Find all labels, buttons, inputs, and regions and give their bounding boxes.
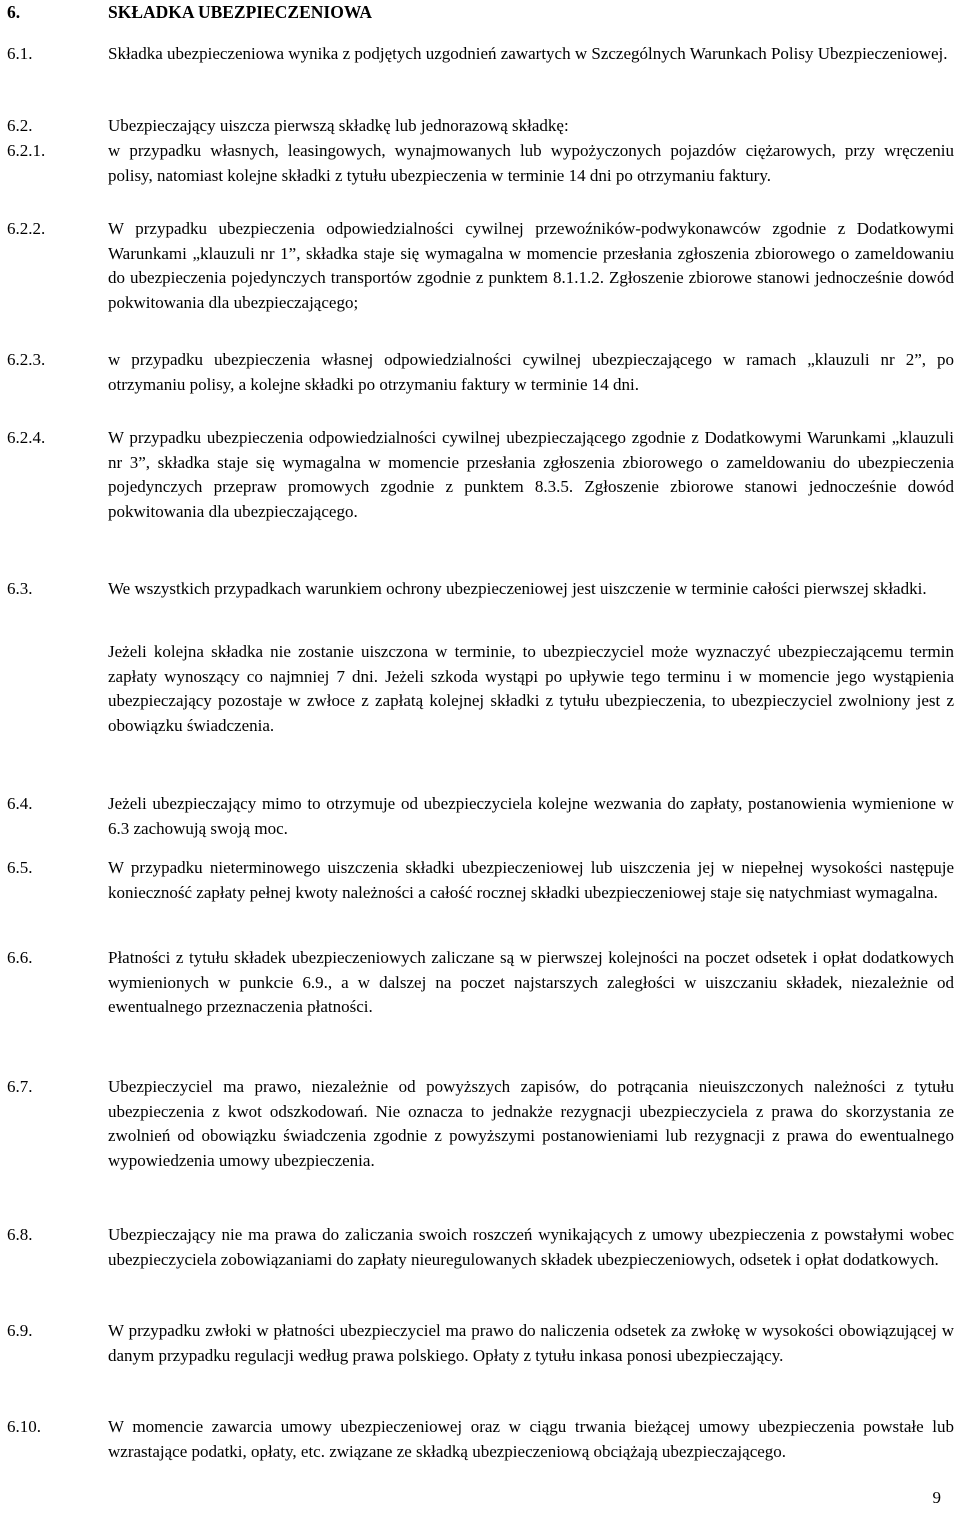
section-title: SKŁADKA UBEZPIECZENIOWA [108, 2, 373, 22]
clause-number: 6.9. [7, 1321, 33, 1340]
clause-6-1 [7, 42, 954, 67]
clause-number: 6.2.3. [7, 350, 46, 369]
clause-number: 6.5. [7, 858, 33, 877]
clause-text: w przypadku własnych, leasingowych, wynajmowanych lub wypożyczonych pojazdów ciężarowych, przy wręczeniu polisy, natomiast kolejne składki z tytułu ubezpieczenia w terminie 14 dni po otrzymaniu faktury. [108, 141, 954, 185]
clause-text: Składka ubezpieczeniowa wynika z podjętych uzgodnień zawartych w Szczególnych Warunkach Polisy Ubezpieczeniowej. [108, 44, 948, 63]
clause-6-3-paragraph: Jeżeli kolejna składka nie zostanie uiszczona w terminie, to ubezpieczyciel może wyznaczyć ubezpieczającemu termin zapłaty wynoszący co najmniej 7 dni. Jeżeli szkoda wystąpi po upływie tego terminu i w momencie jego wystąpienia ubezpieczający pozostaje w zwłoce z zapłatą kolejnej składki z tytułu ubezpieczenia, to ubezpieczyciel zwolniony jest z obowiązku świadczenia. [108, 642, 954, 735]
section-heading [7, 0, 372, 25]
clause-6-4 [7, 792, 954, 841]
clause-6-8 [7, 1223, 954, 1272]
clause-6-5 [7, 856, 954, 905]
clause-text: W przypadku nieterminowego uiszczenia składki ubezpieczeniowej lub uiszczenia jej w niepełnej wysokości następuje konieczność zapłaty pełnej kwoty należności a całość rocznej składki ubezpieczeniowej staje się natychmiast wymagalna. [108, 858, 954, 902]
clause-text: Ubezpieczyciel ma prawo, niezależnie od powyższych zapisów, do potrącania nieuiszczonych należności z tytułu ubezpieczenia z kwot odszkodowań. Nie oznacza to jednakże rezygnacji ubezpieczyciela z prawa do skorzystania ze zwolnień od obowiązku świadczenia zgodnie z powyższymi postanowieniami lub rezygnacji z prawa do ewentualnego wypowiedzenia umowy ubezpieczenia. [108, 1077, 954, 1170]
clause-number: 6.8. [7, 1225, 33, 1244]
clause-6-2-3 [7, 348, 954, 397]
clause-6-3 [7, 577, 954, 602]
clause-text: Płatności z tytułu składek ubezpieczeniowych zaliczane są w pierwszej kolejności na poczet odsetek i opłat dodatkowych wymienionych w punkcie 6.9., a w dalszej na poczet najstarszych zaległości w uiszczaniu składek, niezależnie od ewentualnego przeznaczenia płatności. [108, 948, 954, 1017]
clause-6-2-1 [7, 139, 954, 188]
clause-text: W momencie zawarcia umowy ubezpieczeniowej oraz w ciągu trwania bieżącej umowy ubezpieczenia powstałe lub wzrastające podatki, opłaty, etc. związane ze składką ubezpieczeniową obciążają ubezpieczającego. [108, 1417, 954, 1461]
clause-6-2-4 [7, 426, 954, 524]
clause-number: 6.2.1. [7, 141, 46, 160]
clause-6-2-2 [7, 217, 954, 315]
clause-text: Ubezpieczający uiszcza pierwszą składkę lub jednorazową składkę: [108, 116, 569, 135]
clause-number: 6.2. [7, 116, 33, 135]
clause-6-9 [7, 1319, 954, 1368]
clause-number: 6.1. [7, 44, 33, 63]
clause-6-2 [7, 114, 954, 139]
clause-6-7 [7, 1075, 954, 1173]
clause-6-6 [7, 946, 954, 1020]
section-number: 6. [7, 2, 21, 22]
clause-text: Ubezpieczający nie ma prawa do zaliczania swoich roszczeń wynikających z umowy ubezpieczenia z powstałymi wobec ubezpieczyciela zobowiązaniami do zapłaty nieuregulowanych składek ubezpieczeniowych, odsetek i opłat dodatkowych. [108, 1225, 954, 1269]
clause-number: 6.2.4. [7, 428, 46, 447]
clause-number: 6.3. [7, 579, 33, 598]
clause-text: W przypadku zwłoki w płatności ubezpieczyciel ma prawo do naliczenia odsetek za zwłokę w wysokości obowiązującej w danym przypadku regulacji według prawa polskiego. Opłaty z tytułu inkasa ponosi ubezpieczający. [108, 1321, 954, 1365]
clause-text: We wszystkich przypadkach warunkiem ochrony ubezpieczeniowej jest uiszczenie w terminie całości pierwszej składki. [108, 579, 927, 598]
clause-number: 6.10. [7, 1417, 41, 1436]
page-number: 9 [932, 1488, 941, 1507]
clause-text: W przypadku ubezpieczenia odpowiedzialności cywilnej przewoźników-podwykonawców zgodnie z Dodatkowymi Warunkami „klauzuli nr 1”, składka staje się wymagalna w momencie przesłania zgłoszenia zbiorowego o zameldowaniu do ubezpieczenia pojedynczych transportów zgodnie z punktem 8.1.1.2. Zgłoszenie zbiorowe stanowi jednocześnie dowód pokwitowania dla ubezpieczającego; [108, 219, 954, 312]
clause-number: 6.4. [7, 794, 33, 813]
clause-6-10 [7, 1415, 954, 1464]
clause-text: Jeżeli ubezpieczający mimo to otrzymuje od ubezpieczyciela kolejne wezwania do zapłaty, postanowienia wymienione w 6.3 zachowują swoją moc. [108, 794, 954, 838]
clause-number: 6.2.2. [7, 219, 46, 238]
clause-number: 6.6. [7, 948, 33, 967]
clause-number: 6.7. [7, 1077, 33, 1096]
clause-text: W przypadku ubezpieczenia odpowiedzialności cywilnej ubezpieczającego zgodnie z Dodatkowymi Warunkami „klauzuli nr 3”, składka staje się wymagalna w momencie przesłania zgłoszenia zbiorowego o zameldowaniu do ubezpieczenia pojedynczych przepraw promowych zgodnie z punktem 8.3.5. Zgłoszenie zbiorowe stanowi jednocześnie dowód pokwitowania dla ubezpieczającego. [108, 428, 954, 521]
clause-text: w przypadku ubezpieczenia własnej odpowiedzialności cywilnej ubezpieczającego w ramach „klauzuli nr 2”, po otrzymaniu polisy, a kolejne składki po otrzymaniu faktury w terminie 14 dni. [108, 350, 954, 394]
